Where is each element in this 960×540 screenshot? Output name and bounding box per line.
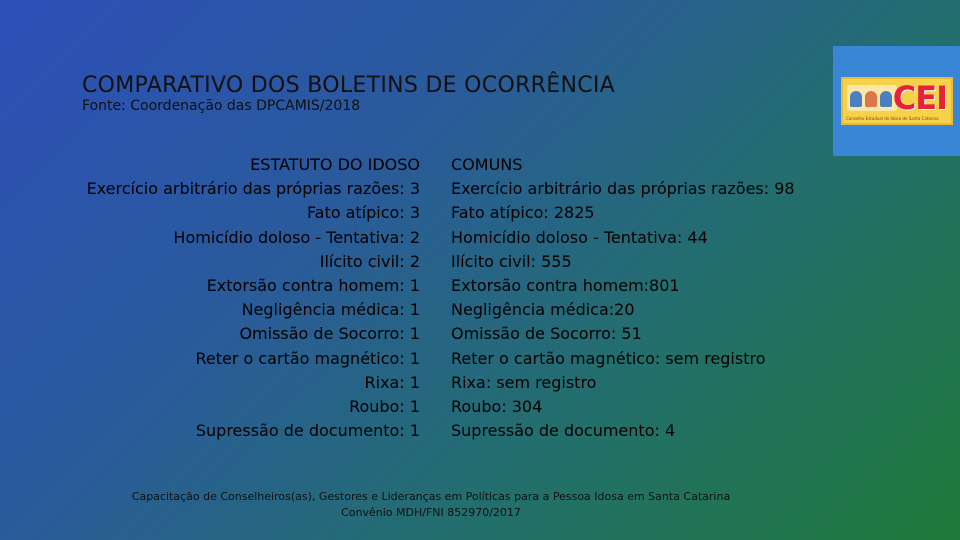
logo-letters: CEI [892,79,947,117]
estatuto-row: Fato atípico: 3 [306,203,420,223]
estatuto-row: Rixa: 1 [364,372,420,392]
footer-line-2: Convênio MDH/FNI 852970/2017 [341,506,521,519]
comuns-row: Homicídio doloso - Tentativa: 44 [451,227,708,247]
comuns-row: Rixa: sem registro [451,372,597,392]
comuns-row: Supressão de documento: 4 [451,421,676,441]
estatuto-row: Reter o cartão magnético: 1 [195,348,420,368]
footer-line-1: Capacitação de Conselheiros(as), Gestores e Lideranças em Políticas para a Pessoa Idosa em Santa Catarina [131,490,731,503]
comuns-row: Exercício arbitrário das próprias razões: 98 [451,179,795,199]
estatuto-row: Supressão de documento: 1 [195,421,420,441]
people-illustration-icon [847,85,897,111]
cei-logo [841,77,953,125]
source-subtitle: Fonte: Coordenação das DPCAMIS/2018 [82,98,361,114]
logo-caption: Conselho Estadual do Idoso de Santa Catarina [846,116,939,121]
comuns-heading: COMUNS [451,155,523,174]
logo-panel [833,46,960,156]
comuns-row: Ilícito civil: 555 [451,251,572,271]
estatuto-row: Exercício arbitrário das próprias razões: 3 [86,179,420,199]
estatuto-row: Omissão de Socorro: 1 [239,324,420,344]
estatuto-row: Roubo: 1 [349,397,420,417]
comuns-column [451,153,795,443]
estatuto-row: Negligência médica: 1 [241,300,420,320]
estatuto-heading: ESTATUTO DO IDOSO [250,155,420,174]
comuns-row: Fato atípico: 2825 [451,203,595,223]
comuns-row: Omissão de Socorro: 51 [451,324,642,344]
estatuto-row: Extorsão contra homem: 1 [206,276,420,296]
estatuto-row: Homicídio doloso - Tentativa: 2 [173,227,420,247]
comuns-row: Roubo: 304 [451,397,543,417]
page-title: COMPARATIVO DOS BOLETINS DE OCORRÊNCIA [82,73,615,98]
comuns-row: Reter o cartão magnético: sem registro [451,348,766,368]
comuns-row: Negligência médica:20 [451,300,635,320]
footer [0,489,862,521]
estatuto-row: Ilícito civil: 2 [319,251,420,271]
estatuto-column [87,153,420,443]
comuns-row: Extorsão contra homem:801 [451,276,680,296]
